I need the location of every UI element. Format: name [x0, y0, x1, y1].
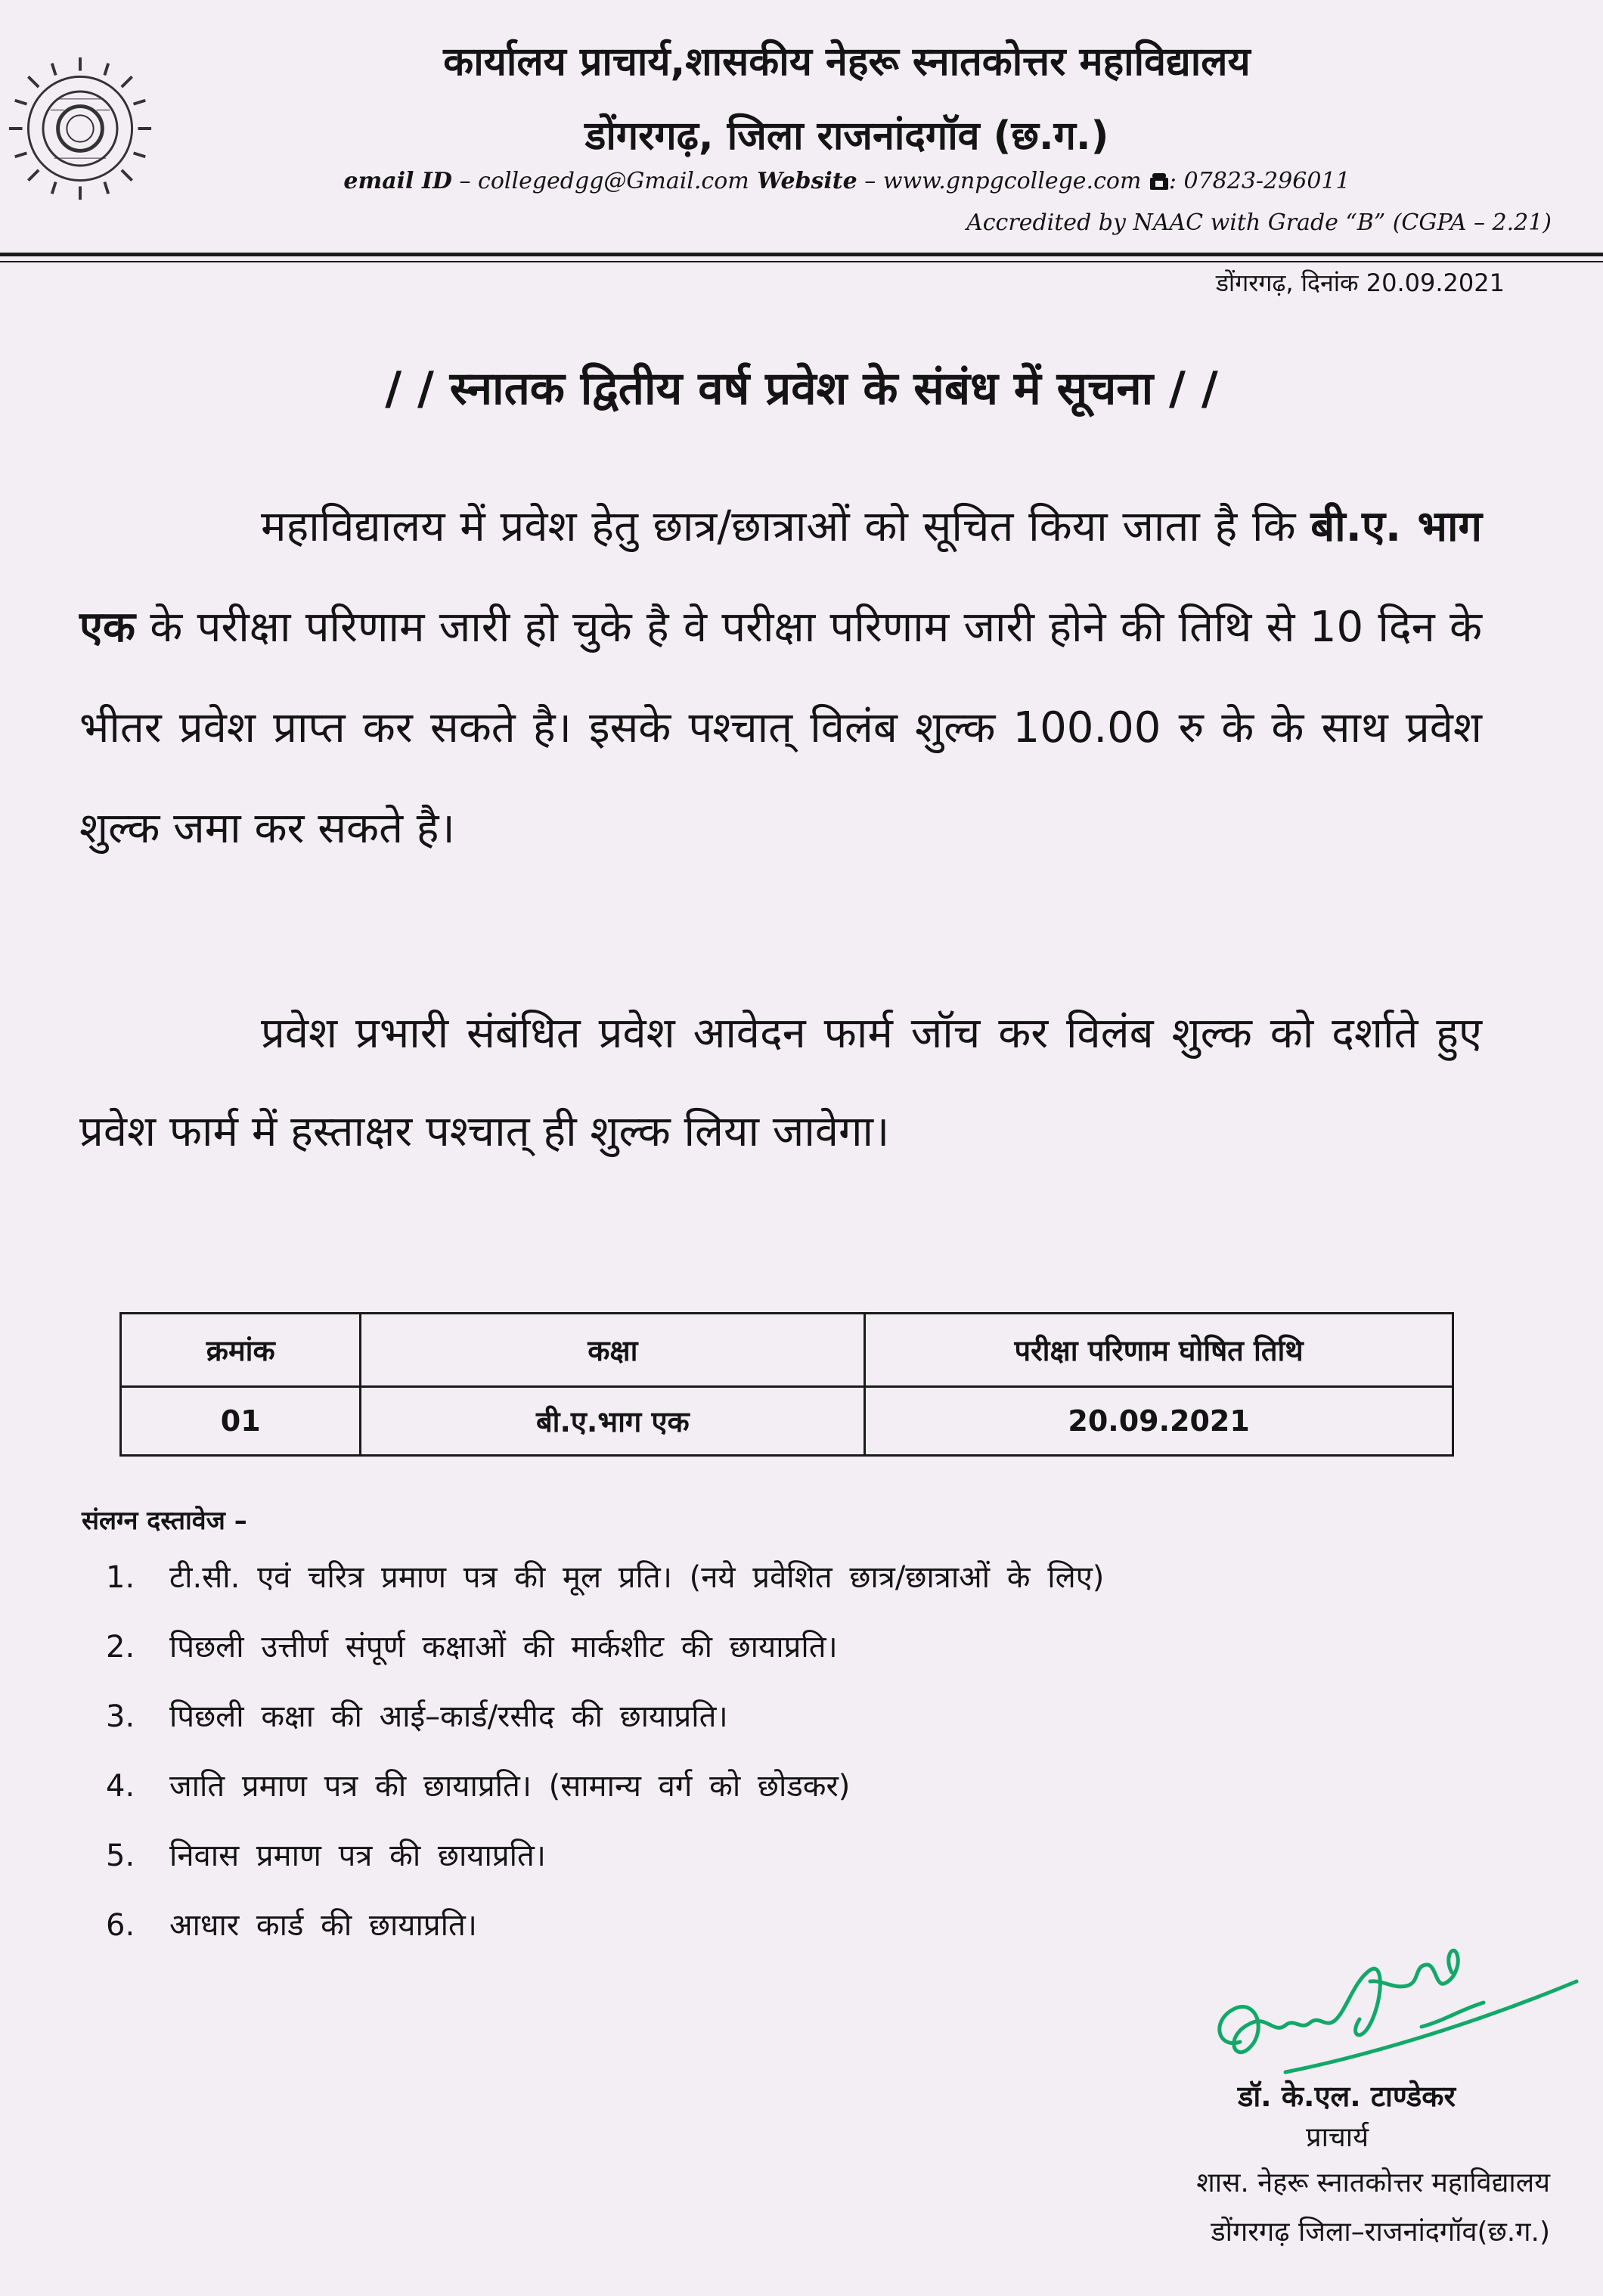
notice-title: / / स्नातक द्वितीय वर्ष प्रवेश के संबंध में सूचना / / [385, 362, 1218, 415]
list-item [106, 1682, 1104, 1751]
website-url: www.gnpgcollege.com [882, 168, 1142, 194]
telephone-icon [1149, 172, 1169, 191]
table-header-class: कक्षा [361, 1314, 865, 1387]
list-item-text: पिछली उत्तीर्ण संपूर्ण कक्षाओं की मार्कशीट की छायाप्रति। [169, 1630, 838, 1665]
para1-class-name: बी.ए. भाग एक [79, 502, 1482, 652]
contact-line: email ID – collegedgg@Gmail.com Website – www.gnpgcollege.com : 07823-296011 [343, 168, 1350, 194]
phone-number: : 07823-296011 [1168, 168, 1350, 194]
table-row [121, 1387, 1453, 1456]
table-header-row [121, 1314, 1453, 1387]
website-label: Website [757, 168, 857, 194]
list-item-text: पिछली कक्षा की आई–कार्ड/रसीद की छायाप्रति। [169, 1699, 728, 1734]
header-rule-thick [0, 253, 1603, 256]
attachments-heading: संलग्न दस्तावेज – [82, 1506, 247, 1536]
list-item-number: 2. [106, 1630, 135, 1665]
list-item [106, 1891, 1104, 1960]
list-item-text: निवास प्रमाण पत्र की छायाप्रति। [169, 1838, 546, 1873]
list-item-text: जाति प्रमाण पत्र की छायाप्रति। (सामान्य वर्ग को छोडकर) [169, 1769, 851, 1804]
list-item-number: 3. [106, 1699, 135, 1734]
accreditation-line: Accredited by NAAC with Grade “B” (CGPA – 2.21) [966, 209, 1552, 236]
list-item-number: 4. [106, 1769, 135, 1804]
list-item-number: 5. [106, 1838, 135, 1873]
header-rule-thin [0, 261, 1603, 262]
list-item-number: 6. [106, 1908, 135, 1943]
signatory-place: डोंगरगढ़ जिला–राजनांदगॉव(छ.ग.) [1211, 2217, 1550, 2248]
handwritten-signature [1195, 1936, 1588, 2095]
table-header-serial: क्रमांक [121, 1314, 361, 1387]
email-label: email ID [343, 168, 452, 194]
list-item [106, 1612, 1104, 1682]
para1-text-end: के परीक्षा परिणाम जारी हो चुके है वे परीक्षा परिणाम जारी होने की तिथि से 10 दिन के भीतर प्रवेश प्राप्त कर सकते है। इसके पश्चात् विलंब शुल्क 100.00 रु के के साथ प्रवेश शुल्क जमा कर सकते है। [79, 603, 1482, 853]
college-seal-logo [6, 54, 154, 203]
signatory-designation: प्राचार्य [1306, 2122, 1369, 2153]
para1-text-start: महाविद्यालय में प्रवेश हेतु छात्र/छात्राओं को सूचित किया जाता है कि [261, 502, 1311, 551]
office-address: डोंगरगढ़, जिला राजनांदगॉव (छ.ग.) [584, 113, 1109, 159]
office-title: कार्यालय प्राचार्य,शासकीय नेहरू स्नातकोत्तर महाविद्यालय [443, 39, 1251, 85]
table-cell-serial: 01 [121, 1387, 361, 1456]
list-item [106, 1821, 1104, 1891]
table-cell-class: बी.ए.भाग एक [361, 1387, 865, 1456]
table-cell-result-date: 20.09.2021 [865, 1387, 1453, 1456]
list-item [106, 1543, 1104, 1612]
list-item-number: 1. [106, 1560, 135, 1595]
list-item-text: आधार कार्ड की छायाप्रति। [169, 1908, 477, 1943]
table-header-result-date: परीक्षा परिणाम घोषित तिथि [865, 1314, 1453, 1387]
notice-paragraph-1 [79, 476, 1482, 879]
list-item [106, 1751, 1104, 1821]
signatory-institution: शास. नेहरू स्नातकोत्तर महाविद्यालय [1196, 2167, 1550, 2198]
notice-paragraph-2: प्रवेश प्रभारी संबंधित प्रवेश आवेदन फार्म जॉच कर विलंब शुल्क को दर्शाते हुए प्रवेश फार्म में हस्ताक्षर पश्चात् ही शुल्क लिया जावेगा। [79, 1009, 1482, 1156]
email-address: collegedgg@Gmail.com [478, 168, 749, 194]
list-item-text: टी.सी. एवं चरित्र प्रमाण पत्र की मूल प्रति। (नये प्रवेशित छात्र/छात्राओं के लिए) [169, 1560, 1105, 1595]
notice-date: डोंगरगढ़, दिनांक 20.09.2021 [1215, 268, 1505, 297]
result-table [119, 1312, 1454, 1457]
signatory-name: डॉ. के.एल. टाण्डेकर [1237, 2080, 1456, 2113]
attachments-list [106, 1543, 1104, 1960]
